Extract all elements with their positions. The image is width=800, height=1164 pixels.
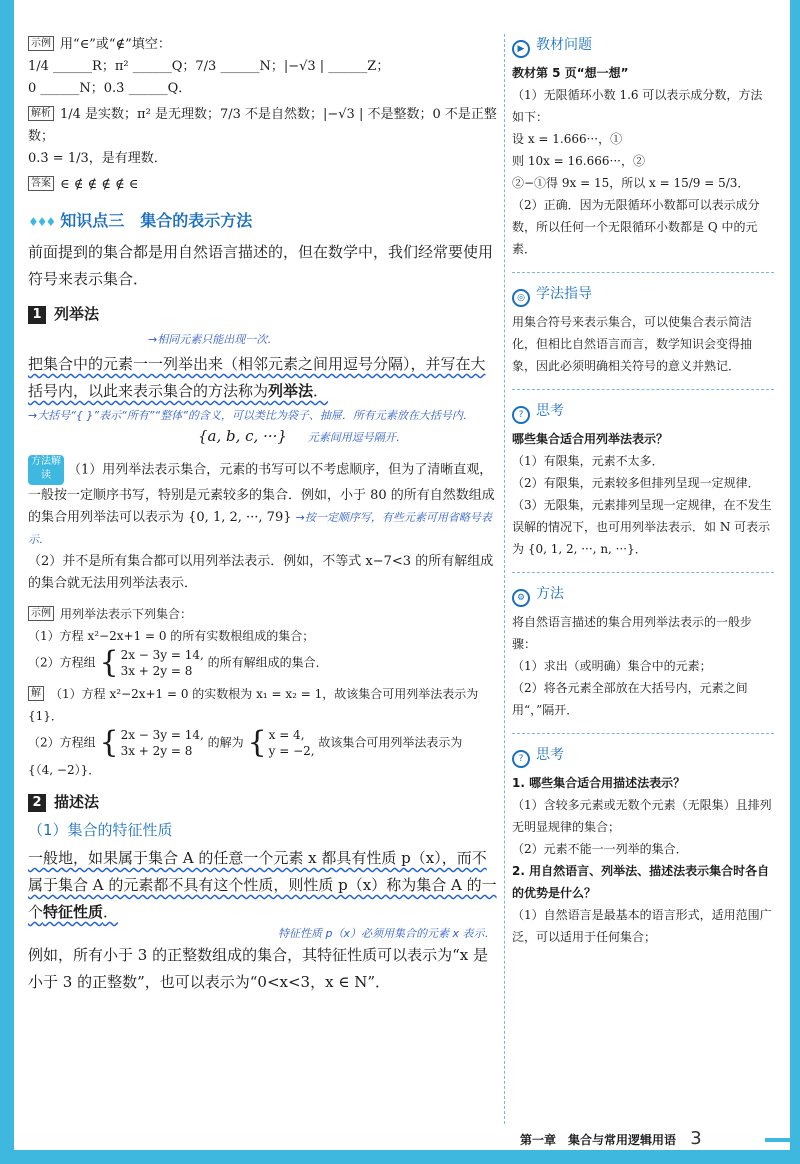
section-enumeration — [28, 303, 498, 325]
analysis-line1: 1/4 是实数；π² 是无理数；7/3 不是自然数；|−√3 | 不是整数；0 不是正整数； — [28, 107, 497, 144]
knowledge-point-title: ♦♦♦ 知识点三 集合的表示方法 — [28, 211, 253, 230]
section-number: 1 — [28, 306, 46, 324]
feature-definition: 一般地，如果属于集合 A 的任意一个元素 x 都具有性质 p（x），而不属于集合 A 的元素都不具有这个性质，则性质 p（x）称为集合 A 的一个特征性质． — [28, 849, 497, 921]
side-separator — [512, 389, 774, 390]
example-1 — [28, 34, 498, 100]
method-p1: （1）用列举法表示集合，元素的书写可以不考虑顺序，但为了清晰直观，一般按一定顺序书写，特别是元素较多的集合．例如，小于 80 的所有自然数组成的集合用列举法可以表示为 {0, 1, 2, ···, 79} — [28, 462, 495, 525]
page-number: 3 — [690, 1128, 702, 1149]
example-2-solution: 解 （1）方程 x²−2x+1 = 0 的实数根为 x₁ = x₂ = 1，故该集合可用列举法表示为 {1}． （2）方程组 { 2x − 3y = 14, 3x + 2y = 8 的解为 { x = 4, y = −2, 故该集合可用列举法表示为 {（4, −2）}． — [28, 683, 498, 781]
side-think-1: ? 思考 哪些集合适合用列举法表示？ （1）有限集，元素不太多． （2）有限集，元素较多但排列呈现一定规律． （3）无限集，元素排列呈现一定规律，在不发生误解的情况下，也可用列举法表示．如 N 可表示为 {0, 1, 2, ···, n, ···}． — [512, 403, 772, 556]
example-1-analysis — [28, 104, 498, 170]
note-comma: 元素间用逗号隔开． — [307, 431, 407, 444]
enum-definition: 把集合中的元素一一列举出来（相邻元素之间用逗号分隔），并写在大括号内，以此来表示集合的方法称为列举法． — [28, 355, 486, 400]
method-p2: （2）并不是所有集合都可以用列举法表示．例如，不等式 x−7<3 的所有解组成的集合就无法用列举法表示． — [28, 554, 494, 591]
answer-text: ∈ ∉ ∉ ∉ ∉ ∈ — [60, 177, 139, 192]
section-title: 描述法 — [54, 793, 100, 811]
side-think-2: ? 思考 1. 哪些集合适合用描述法表示？ （1）含较多元素或无数个元素（无限集）且排列无明显规律的集合； （2）元素不能一一列举的集合． 2. 用自然语言、列举法、描述法表示集合时各自的优势是什么？ （1）自然语言是最基本的语言形式，适用范围广泛，可以适用于任何集合； — [512, 747, 772, 944]
example-tag: 示例 — [28, 36, 54, 51]
example-1-line2: 1/4 ______R；π² ______Q；7/3 ______N；|−√3 | ______Z； — [28, 59, 390, 74]
example-2-q1: （1）方程 x²−2x+1 = 0 的所有实数根组成的集合； — [28, 629, 315, 643]
section-description — [28, 791, 498, 813]
method-explanation — [28, 455, 498, 595]
note-feature: 特征性质 p（x）必须用集合的元素 x 表示． — [278, 927, 496, 940]
note-unique: →相同元素只能出现一次． — [148, 333, 279, 346]
side-separator — [512, 572, 774, 573]
study-icon: ◎ — [512, 289, 530, 307]
method-badge: 方法解读 — [28, 455, 64, 485]
equation-system: { 2x − 3y = 14, 3x + 2y = 8 — [99, 725, 204, 760]
equation-system: { 2x − 3y = 14, 3x + 2y = 8 — [99, 645, 204, 680]
play-icon: ▶ — [512, 40, 530, 58]
analysis-line2: 0.3̇ = 1/3，是有理数． — [28, 151, 167, 166]
side-column — [512, 34, 774, 948]
note-order: →按一定顺序写，有些元素可用省略号表示． — [28, 511, 492, 546]
footer-bar — [765, 1138, 800, 1142]
kp3-intro: 前面提到的集合都是用自然语言描述的，但在数学中，我们经常要使用符号来表示集合． — [28, 243, 494, 288]
analysis-tag: 解析 — [28, 106, 54, 121]
brace-example: {a, b, c, ···} 元素间用逗号隔开． — [198, 427, 407, 445]
method-icon: ⚙ — [512, 589, 530, 607]
side-method: ⚙ 方法 将自然语言描述的集合用列举法表示的一般步骤： （1）求出（或明确）集合中的元素； （2）将各元素全部放在大括号内，元素之间用“，”隔开． — [512, 586, 753, 717]
side-textbook: ▶ 教材问题 教材第 5 页“想一想” （1）无限循环小数 1.6̇ 可以表示成分数，方法如下： 设 x = 1.666···，① 则 10x = 16.666···，② ②−①得 9x = 15，所以 x = 15/9 = 5/3． （2）正确．因为无限循环小数都可以表示成分数，所以任何一个无限循环小数都是 Q 中的元素． — [512, 37, 763, 256]
example-1-answer — [28, 174, 498, 196]
solution-set: {（4, −2）}． — [28, 763, 101, 777]
drops-icon: ♦♦♦ — [28, 215, 55, 229]
example-2-q2: （2）方程组 { 2x − 3y = 14, 3x + 2y = 8 的所有解组成的集合． — [28, 645, 328, 680]
example-1-line1: 用“∈”或“∉”填空： — [60, 37, 171, 52]
feature-example: 例如，所有小于 3 的正整数组成的集合，其特征性质可以表示为“x 是小于 3 的正整数”，也可以表示为“0<x<3，x ∈ N”． — [28, 946, 488, 991]
side-separator — [512, 733, 774, 734]
solution-system: { x = 4, y = −2, — [247, 725, 315, 760]
question-icon: ? — [512, 406, 530, 424]
solution-2: （2）方程组 { 2x − 3y = 14, 3x + 2y = 8 的解为 { x = 4, y = −2, 故该集合可用列举法表示为 — [28, 725, 463, 760]
side-study-guide: ◎ 学法指导 用集合符号来表示集合，可以使集合表示简洁化，但相比自然语言而言，数学知识会变得抽象，因此必须明确相关符号的意义并熟记． — [512, 286, 753, 373]
example-2: 示例 用列举法表示下列集合： （1）方程 x²−2x+1 = 0 的所有实数根组成的集合； （2）方程组 { 2x − 3y = 14, 3x + 2y = 8 的所有解组成的集合． — [28, 603, 498, 679]
example-tag: 示例 — [28, 606, 54, 621]
page-footer — [520, 1128, 780, 1152]
answer-tag: 答案 — [28, 176, 54, 191]
section-title: 列举法 — [54, 305, 100, 323]
subsection-title: （1）集合的特征性质 — [28, 821, 173, 839]
page-frame-bottom — [0, 1150, 800, 1164]
side-separator — [512, 272, 774, 273]
main-column — [28, 34, 498, 996]
solution-tag: 解 — [28, 686, 44, 701]
example-1-line3: 0 ______N；0.3̇ ______Q． — [28, 81, 192, 96]
page-frame-right — [790, 0, 800, 1164]
column-divider — [504, 34, 506, 1124]
question-icon: ? — [512, 750, 530, 768]
note-brace: →大括号“{ }”表示“所有”“整体”的含义，可以类比为袋子、抽屉．所有元素放在大括号内． — [28, 409, 474, 422]
page-frame-left — [0, 0, 14, 1164]
section-number: 2 — [28, 794, 46, 812]
chapter-title: 第一章 集合与常用逻辑用语 — [520, 1133, 677, 1147]
